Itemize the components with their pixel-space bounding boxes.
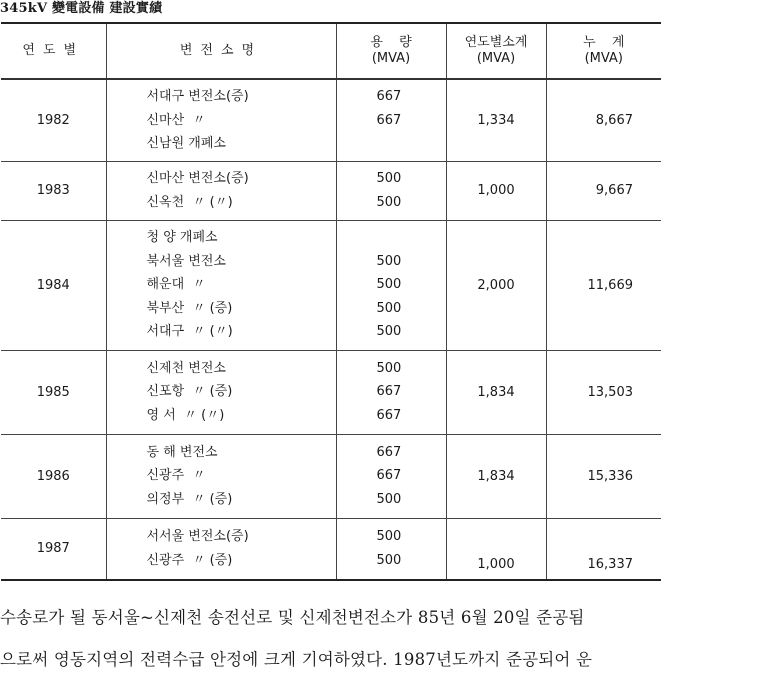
capacity-value: 500 (376, 253, 402, 269)
station-names-cell (106, 434, 336, 518)
cumulative-cell: 9,667 (546, 161, 661, 220)
station-name: 서서울 변전소(증) (146, 529, 249, 545)
capacity-value: 667 (376, 384, 402, 400)
year-cell: 1987 (1, 518, 106, 580)
year-cell: 1985 (1, 350, 106, 434)
cumulative-cell: 11,669 (546, 220, 661, 350)
station-name: 북부산 〃 (증) (146, 300, 233, 316)
subtotal-cell: 1,334 (446, 79, 546, 161)
year-cell: 1986 (1, 434, 106, 518)
station-names-cell (106, 350, 336, 434)
station-name: 신남원 개폐소 (146, 136, 226, 151)
capacity-value: 667 (376, 89, 402, 104)
capacity-cell (336, 350, 446, 434)
capacity-value: 500 (376, 552, 402, 568)
header-capacity-label: 용 량 (370, 35, 412, 50)
capacity-value (377, 226, 446, 250)
header-capacity-unit: (MVA) (371, 51, 411, 66)
table-row (1, 518, 661, 580)
subtotal-cell: 2,000 (446, 220, 546, 350)
station-name: 신옥천 〃 (〃) (146, 194, 233, 210)
station-name: 청 양 개폐소 (146, 230, 218, 246)
subtotal-cell: 1,834 (446, 434, 546, 518)
year-cell: 1982 (1, 79, 106, 161)
header-year: 연도별 (1, 23, 106, 79)
capacity-value: 500 (376, 491, 402, 507)
station-name: 신포항 〃 (증) (146, 384, 233, 400)
cumulative-cell: 8,667 (546, 79, 661, 161)
station-name: 서대구 변전소(증) (146, 89, 249, 104)
station-name: 신광주 〃 (146, 468, 206, 484)
station-name: 북서울 변전소 (146, 253, 226, 269)
station-name: 해운대 〃 (146, 277, 206, 293)
station-names-cell (106, 79, 336, 161)
cumulative-cell: 13,503 (546, 350, 661, 434)
capacity-value: 667 (376, 444, 402, 460)
capacity-value: 500 (376, 529, 402, 545)
capacity-cell (336, 434, 446, 518)
station-name: 신광주 〃 (증) (146, 552, 233, 568)
substation-table (1, 22, 661, 581)
cumulative-cell: 15,336 (546, 434, 661, 518)
capacity-value: 500 (376, 194, 402, 210)
capacity-value: 667 (376, 112, 402, 128)
header-subtotal (446, 23, 546, 79)
station-names-cell (106, 161, 336, 220)
capacity-value: 500 (376, 360, 402, 376)
station-name: 신제천 변전소 (146, 360, 226, 376)
capacity-cell (336, 220, 446, 350)
header-row (1, 23, 661, 79)
capacity-cell (336, 79, 446, 161)
station-name: 영 서 〃 (〃) (146, 407, 225, 423)
table-row (1, 350, 661, 434)
capacity-value: 500 (376, 324, 402, 340)
body-paragraph-line: 으로써 영동지역의 전력수급 안정에 크게 기여하였다. 1987년도까지 준공되어 운 (0, 650, 593, 669)
subtotal-cell: 1,000 (446, 161, 546, 220)
capacity-value: 667 (376, 468, 402, 484)
header-subtotal-unit: (MVA) (476, 51, 516, 66)
header-capacity (336, 23, 446, 79)
capacity-value: 500 (376, 171, 402, 186)
table-row (1, 434, 661, 518)
station-name: 동 해 변전소 (146, 444, 218, 460)
cumulative-cell: 16,337 (546, 518, 661, 580)
header-station-name: 변전소명 (106, 23, 336, 79)
header-subtotal-label: 연도별소계 (464, 35, 528, 50)
capacity-cell (336, 161, 446, 220)
station-name: 신마산 변전소(증) (146, 171, 249, 186)
capacity-value: 667 (376, 407, 402, 423)
station-names-cell (106, 518, 336, 580)
subtotal-cell: 1,834 (446, 350, 546, 434)
table-caption: 345kV 變電設備 建設實績 (0, 1, 163, 16)
capacity-value: 500 (376, 300, 402, 316)
table-row (1, 79, 661, 161)
capacity-value: 500 (376, 277, 402, 293)
station-name: 서대구 〃 (〃) (146, 324, 233, 340)
year-cell: 1984 (1, 220, 106, 350)
header-cumulative-unit: (MVA) (584, 51, 623, 66)
table-row (1, 220, 661, 350)
station-name: 신마산 〃 (146, 112, 206, 128)
header-cumulative (546, 23, 661, 79)
station-name: 의정부 〃 (증) (146, 491, 233, 507)
capacity-value (377, 132, 446, 156)
capacity-cell (336, 518, 446, 580)
subtotal-cell: 1,000 (446, 518, 546, 580)
body-paragraph-line: 수송로가 될 동서울~신제천 송전선로 및 신제천변전소가 85년 6월 20일 준공됨 (0, 608, 585, 627)
station-names-cell (106, 220, 336, 350)
year-cell: 1983 (1, 161, 106, 220)
table-row (1, 161, 661, 220)
header-cumulative-label: 누 계 (583, 35, 625, 50)
